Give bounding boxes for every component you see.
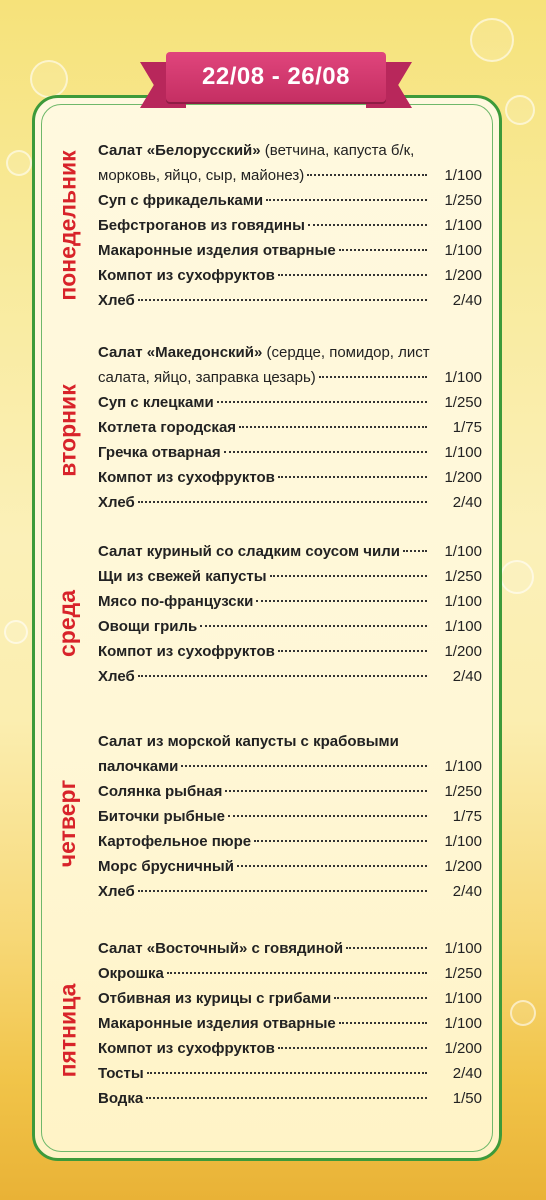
menu-item [98, 469, 482, 494]
day-label-text: понедельник [54, 149, 81, 301]
day-label [48, 340, 88, 520]
menu-item [98, 494, 482, 519]
menu-items [98, 940, 482, 1115]
dish-name: Салат куриный со сладким соусом чили [98, 543, 400, 560]
leader-dots [403, 550, 427, 552]
portion: 1/75 [452, 419, 482, 436]
dish-name: Тосты [98, 1065, 144, 1082]
dish-name: Компот из сухофруктов [98, 1040, 275, 1057]
dish-name: Хлеб [98, 883, 135, 900]
date-range: 22/08 - 26/08 [202, 63, 350, 90]
day-monday [48, 140, 488, 320]
portion: 1/100 [444, 833, 482, 850]
portion: 1/250 [444, 394, 482, 411]
leader-dots [146, 1097, 427, 1099]
dish-name: Биточки рыбные [98, 808, 225, 825]
menu-item-line [98, 344, 482, 369]
dish-name: Макаронные изделия отварные [98, 1015, 336, 1032]
leader-dots [239, 426, 427, 428]
day-label-text: среда [54, 589, 81, 657]
menu-item [98, 394, 482, 419]
dish-description: (сердце, помидор, лист [262, 344, 430, 361]
leader-dots [319, 376, 427, 378]
menu-items [98, 344, 482, 519]
portion: 1/100 [444, 758, 482, 775]
portion: 1/200 [444, 858, 482, 875]
portion: 1/200 [444, 643, 482, 660]
portion: 2/40 [452, 668, 482, 685]
menu-item [98, 758, 482, 783]
menu-item [98, 833, 482, 858]
menu-item [98, 643, 482, 668]
portion: 1/100 [444, 593, 482, 610]
portion: 1/100 [444, 1015, 482, 1032]
dish-name: Хлеб [98, 668, 135, 685]
dish-name: Щи из свежей капусты [98, 568, 267, 585]
day-wednesday [48, 543, 488, 703]
day-label [48, 543, 88, 703]
menu-item [98, 990, 482, 1015]
leader-dots [217, 401, 427, 403]
portion: 2/40 [452, 1065, 482, 1082]
portion: 1/200 [444, 267, 482, 284]
dish-name: Хлеб [98, 494, 135, 511]
leader-dots [138, 890, 427, 892]
bubble-decoration [505, 95, 535, 125]
dish-name: Компот из сухофруктов [98, 643, 275, 660]
menu-item [98, 1040, 482, 1065]
day-label [48, 940, 88, 1120]
leader-dots [278, 476, 427, 478]
dish-name: Отбивная из курицы с грибами [98, 990, 332, 1007]
menu-item [98, 568, 482, 593]
leader-dots [181, 765, 427, 767]
leader-dots [278, 274, 427, 276]
dish-name: Окрошка [98, 965, 164, 982]
menu-item [98, 369, 482, 394]
menu-item [98, 883, 482, 908]
day-label [48, 140, 88, 310]
dish-description: (ветчина, капуста б/к, [260, 142, 415, 159]
day-label-text: пятница [54, 983, 81, 1077]
dish-description: морковь, яйцо, сыр, майонез) [98, 167, 305, 184]
dish-name: Овощи гриль [98, 618, 198, 635]
dish-name: Гречка отварная [98, 444, 221, 461]
menu-item [98, 167, 482, 192]
leader-dots [254, 840, 427, 842]
menu-item [98, 965, 482, 990]
dish-name: Водка [98, 1090, 144, 1107]
bubble-decoration [510, 1000, 536, 1026]
portion: 1/200 [444, 1040, 482, 1057]
dish-name: Котлета городская [98, 419, 237, 436]
portion: 1/100 [444, 167, 482, 184]
dish-name: Суп с клецками [98, 394, 214, 411]
day-tuesday [48, 340, 488, 520]
leader-dots [278, 1047, 427, 1049]
dish-name: Морс брусничный [98, 858, 234, 875]
menu-item [98, 242, 482, 267]
menu-item [98, 940, 482, 965]
dish-name: Солянка рыбная [98, 783, 223, 800]
bubble-decoration [500, 560, 534, 594]
portion: 1/100 [444, 990, 482, 1007]
dish-name: Компот из сухофруктов [98, 469, 275, 486]
menu-item [98, 783, 482, 808]
day-thursday [48, 733, 488, 913]
bubble-decoration [4, 620, 28, 644]
date-ribbon [140, 44, 412, 112]
leader-dots [278, 650, 427, 652]
dish-name: Салат из морской капусты с крабовыми [98, 733, 399, 750]
leader-dots [228, 815, 427, 817]
menu-item [98, 444, 482, 469]
menu-item [98, 292, 482, 317]
portion: 1/100 [444, 242, 482, 259]
dish-description: салата, яйцо, заправка цезарь) [98, 369, 316, 386]
menu-item [98, 858, 482, 883]
leader-dots [224, 451, 427, 453]
portion: 1/100 [444, 369, 482, 386]
menu-item [98, 217, 482, 242]
dish-name: Салат «Восточный» с говядиной [98, 940, 344, 957]
leader-dots [138, 299, 427, 301]
portion: 1/50 [452, 1090, 482, 1107]
bubble-decoration [6, 150, 32, 176]
ribbon-body [166, 52, 386, 102]
portion: 1/100 [444, 217, 482, 234]
leader-dots [334, 997, 427, 999]
dish-name: Макаронные изделия отварные [98, 242, 336, 259]
leader-dots [225, 790, 427, 792]
dish-name: Картофельное пюре [98, 833, 252, 850]
menu-item [98, 267, 482, 292]
portion: 2/40 [452, 494, 482, 511]
portion: 1/250 [444, 568, 482, 585]
menu-item [98, 618, 482, 643]
menu-item [98, 808, 482, 833]
menu-item [98, 192, 482, 217]
leader-dots [266, 199, 427, 201]
portion: 2/40 [452, 292, 482, 309]
dish-name: Компот из сухофруктов [98, 267, 275, 284]
day-label-text: четверг [54, 779, 81, 867]
leader-dots [308, 224, 427, 226]
bubble-decoration [30, 60, 68, 98]
menu-item [98, 1065, 482, 1090]
portion: 1/250 [444, 192, 482, 209]
leader-dots [147, 1072, 427, 1074]
portion: 2/40 [452, 883, 482, 900]
menu-item [98, 1015, 482, 1040]
menu-item [98, 419, 482, 444]
bubble-decoration [470, 18, 514, 62]
menu-item [98, 1090, 482, 1115]
portion: 1/100 [444, 543, 482, 560]
leader-dots [270, 575, 427, 577]
dish-name: палочками [98, 758, 179, 775]
menu-items [98, 142, 482, 317]
menu-items [98, 543, 482, 693]
leader-dots [346, 947, 427, 949]
leader-dots [339, 1022, 427, 1024]
leader-dots [138, 675, 427, 677]
portion: 1/100 [444, 940, 482, 957]
leader-dots [339, 249, 427, 251]
portion: 1/250 [444, 783, 482, 800]
dish-name: Бефстроганов из говядины [98, 217, 305, 234]
dish-name: Салат «Македонский» [98, 344, 263, 361]
menu-item-line [98, 733, 482, 758]
leader-dots [200, 625, 427, 627]
portion: 1/250 [444, 965, 482, 982]
leader-dots [138, 501, 427, 503]
menu-item [98, 593, 482, 618]
portion: 1/75 [452, 808, 482, 825]
leader-dots [307, 174, 427, 176]
portion: 1/100 [444, 618, 482, 635]
dish-name: Хлеб [98, 292, 135, 309]
leader-dots [167, 972, 427, 974]
dish-name: Суп с фрикадельками [98, 192, 264, 209]
leader-dots [256, 600, 427, 602]
menu-item [98, 668, 482, 693]
menu-item [98, 543, 482, 568]
menu-item-line [98, 142, 482, 167]
dish-name: Салат «Белорусский» [98, 142, 261, 159]
day-friday [48, 940, 488, 1120]
menu-items [98, 733, 482, 908]
portion: 1/200 [444, 469, 482, 486]
portion: 1/100 [444, 444, 482, 461]
leader-dots [237, 865, 427, 867]
day-label-text: вторник [54, 383, 81, 477]
dish-name: Мясо по-французски [98, 593, 254, 610]
day-label [48, 733, 88, 913]
